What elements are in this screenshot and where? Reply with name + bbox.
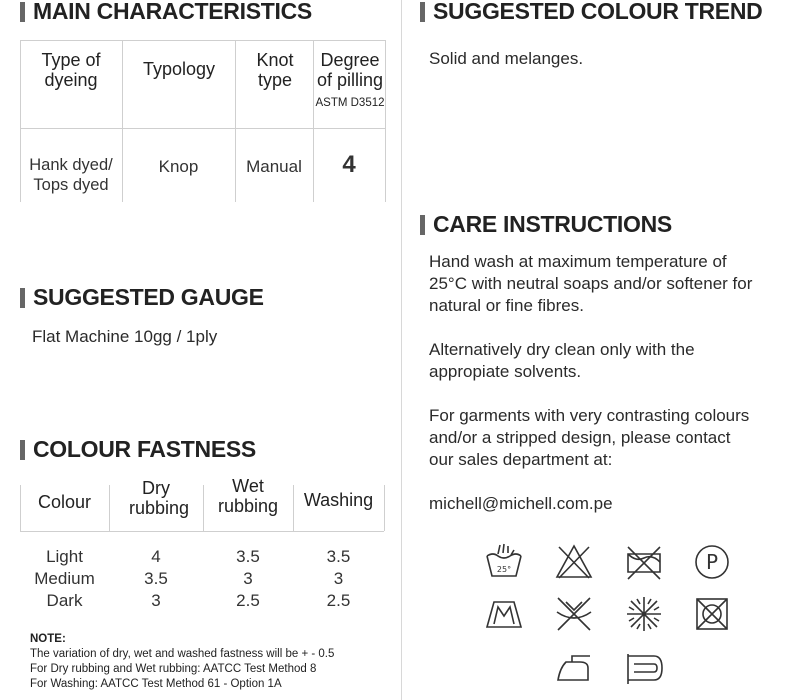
title-bar [420,215,425,235]
header-degree-of-pilling: Degree of pilling [316,50,384,90]
value-type-of-dyeing: Hank dyed/ Tops dyed [29,156,113,194]
dry-clean-p-icon [692,542,732,582]
header-washing: Washing [303,490,374,510]
care-text-line: For garments with very contrasting colours [429,406,750,425]
header-knot-type: Knot type [256,50,294,90]
cell-wet: 3.5 [236,547,260,566]
care-text-line: natural or fine fibres. [429,296,584,315]
header-dry-rubbing: Dry rubbing [129,478,190,518]
note-line: For Washing: AATCC Test Method 61 - Option 1A [30,678,282,690]
care-text-line: appropiate solvents. [429,362,582,381]
suggested-colour-trend-title-text: SUGGESTED COLOUR TREND [433,0,763,24]
colour-fastness-title [20,436,256,463]
cell-washing: 3 [333,569,344,588]
table-border [20,40,386,41]
wash-temp-label: 25° [496,565,512,574]
title-bar [20,2,25,22]
no-tumble-dry-icon [624,542,664,582]
no-dry-clean-icon [692,594,732,634]
colour-trend-text: Solid and melanges. [429,49,584,68]
value-knot-type: Manual [246,157,302,176]
care-text-line: and/or a stripped design, please contact [429,428,731,447]
cell-dry: 3.5 [144,569,168,588]
cell-washing: 3.5 [326,547,351,566]
iron-low-icon [554,648,594,688]
column-divider [401,0,402,700]
cell-washing: 2.5 [326,591,351,610]
cell-colour: Medium [34,569,95,588]
suggested-gauge-title-text: SUGGESTED GAUGE [33,284,264,310]
pilling-standard: ASTM D3512 [315,97,385,109]
gauge-text: Flat Machine 10gg / 1ply [32,327,218,346]
table-border [20,128,386,129]
care-text-line: Hand wash at maximum temperature of [429,252,727,271]
main-characteristics-title [20,0,312,25]
cell-colour: Light [46,547,83,566]
note-line: For Dry rubbing and Wet rubbing: AATCC Test Method 8 [30,663,317,675]
main-characteristics-title-text: MAIN CHARACTERISTICS [33,0,312,24]
cell-colour: Dark [46,591,83,610]
header-colour: Colour [37,492,92,512]
cell-wet: 3 [243,569,253,588]
title-bar [20,440,25,460]
suggested-gauge-title [20,284,264,311]
header-typology: Typology [142,59,216,79]
care-text-line: Alternatively dry clean only with the [429,340,695,359]
care-text-line: 25°C with neutral soaps and/or softener for [429,274,753,293]
dry-flat-icon [484,594,524,634]
care-instructions-title [420,211,672,238]
contact-email[interactable]: michell@michell.com.pe [429,494,613,513]
care-text-line: our sales department at: [429,450,613,469]
no-wring-icon [554,594,594,634]
header-type-of-dyeing: Type of dyeing [41,50,101,90]
cell-wet: 2.5 [236,591,260,610]
note-label: NOTE: [30,633,66,645]
cell-dry: 4 [151,547,161,566]
colour-fastness-title-text: COLOUR FASTNESS [33,436,256,462]
note-line: The variation of dry, wet and washed fastness will be + - 0.5 [30,648,335,660]
suggested-colour-trend-title [420,0,762,25]
care-instructions-title-text: CARE INSTRUCTIONS [433,211,672,237]
no-bleach-icon [554,542,594,582]
value-pilling: 4 [342,151,356,178]
title-bar [20,288,25,308]
cell-dry: 3 [151,591,161,610]
no-steam-icon [624,594,664,634]
header-wet-rubbing: Wet rubbing [217,476,279,516]
title-bar [420,2,425,22]
hand-wash-icon [484,542,524,582]
dry-clean-letter: P [705,550,719,574]
table-border [384,485,385,531]
table-border [20,531,384,532]
value-typology: Knop [158,157,199,176]
dry-flat-shade-icon [624,648,664,688]
